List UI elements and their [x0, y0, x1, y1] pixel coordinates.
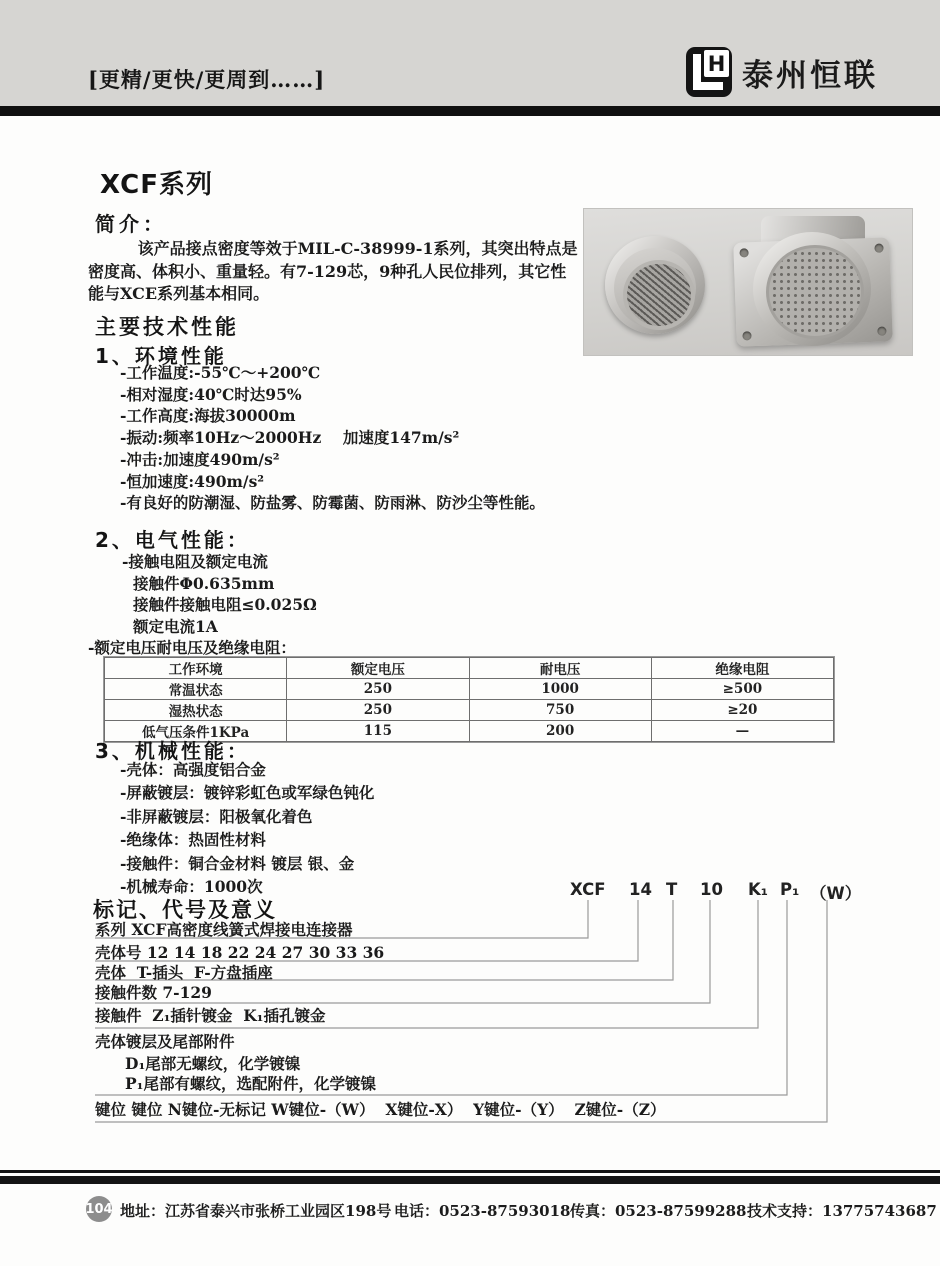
marking-key-row: 键位 键位 N键位-无标记 W键位-（W） X键位-X） Y键位-（Y） Z键位-（Z）: [95, 1100, 666, 1119]
code-contact-count: 10: [700, 880, 723, 899]
table-cell: 低气压条件1KPa: [105, 721, 287, 742]
elec-item: 额定电流1A: [133, 617, 218, 636]
col-header: 工作环境: [105, 658, 287, 679]
env-item: -有良好的防潮湿、防盐雾、防霉菌、防雨淋、防沙尘等性能。: [120, 493, 545, 513]
receptacle-contact-face: [766, 245, 864, 339]
voltage-spec-table: [104, 657, 834, 742]
intro-heading: 简介：: [95, 212, 167, 236]
top-divider-bar: [0, 106, 940, 116]
table-cell: 1000: [469, 679, 651, 700]
bottom-divider-thin: [0, 1170, 940, 1173]
env-item: -工作温度:-55℃～+200℃: [120, 363, 321, 382]
product-photo: [583, 208, 913, 356]
table-cell: 湿热状态: [105, 700, 287, 721]
marking-row-shell-type: 壳体 T-插头 F-方盘插座: [95, 963, 273, 982]
elec-item: 接触件接触电阻≤0.025Ω: [133, 595, 317, 614]
voltage-table-intro: -额定电压耐电压及绝缘电阻：: [88, 638, 296, 657]
col-header: 绝缘电阻: [651, 658, 833, 679]
elec-item: 接触件Φ0.635mm: [133, 574, 275, 593]
table-row: [105, 700, 834, 721]
flange-hole: [739, 248, 748, 257]
flange-hole: [742, 331, 751, 340]
marking-plating-title: 壳体镀层及尾部附件: [95, 1032, 235, 1051]
logo-l-shape: [693, 82, 723, 90]
table-cell: 200: [469, 721, 651, 742]
code-plating: P₁: [780, 880, 800, 899]
marking-row-series: 系列 XCF高密度线簧式焊接电连接器: [95, 920, 353, 939]
code-key-position: （W）: [810, 884, 862, 903]
env-item: -相对湿度:40℃时达95%: [120, 384, 302, 404]
mech-item: -绝缘体：热固性材料: [120, 830, 266, 850]
intro-paragraph: 该产品接点密度等效于MIL-C-38999-1系列，其突出特点是密度高、体积小、重量轻。有7-129芯，9种孔人民位排列，其它性能与XCE系列基本相同。: [88, 239, 578, 303]
marking-row-contact-count: 接触件数 7-129: [95, 983, 212, 1002]
footer-fax: 传真：0523-87599288: [570, 1202, 747, 1220]
flange-hole: [877, 326, 886, 335]
elec-item: -接触电阻及额定电流: [122, 552, 268, 571]
env-item: -振动:频率10Hz～2000Hz 加速度147m/s²: [120, 428, 460, 448]
table-cell: 250: [287, 679, 469, 700]
marking-plating-line: P₁尾部有螺纹，选配附件，化学镀镍: [125, 1074, 376, 1093]
marking-row-shell-number: 壳体号 12 14 18 22 24 27 30 33 36: [95, 943, 385, 962]
table-cell: ≥20: [651, 700, 833, 721]
mech-item: -机械寿命：1000次: [120, 877, 263, 897]
code-series: XCF: [570, 880, 606, 899]
col-header: 耐电压: [469, 658, 651, 679]
logo-h-letter: H: [704, 50, 729, 77]
marking-plating-line: D₁尾部无螺纹，化学镀镍: [125, 1054, 301, 1073]
mech-item: -接触件：铜合金材料 镀层 银、金: [120, 853, 355, 873]
code-contact-type: K₁: [748, 880, 769, 899]
table-cell: 250: [287, 700, 469, 721]
plug-contact-face: [623, 260, 695, 330]
elec-heading: 2、电气性能：: [95, 528, 250, 552]
env-item: -恒加速度:490m/s²: [120, 471, 265, 491]
table-cell: —: [651, 721, 833, 742]
env-list: [120, 362, 600, 514]
footer-support: 技术支持：13775743687: [747, 1202, 937, 1220]
connector-plug-image: [605, 236, 705, 334]
env-heading: 1、环境性能: [95, 344, 227, 368]
company-logo-icon: [686, 47, 732, 97]
brand-name: 泰州恒联: [742, 57, 878, 94]
mech-item: -屏蔽镀层：镀锌彩虹色或军绿色钝化: [120, 783, 375, 803]
marking-diagram: [0, 876, 940, 1166]
mech-item: -非屏蔽镀层：阳极氧化着色: [120, 806, 313, 826]
footer-address: 地址：江苏省泰兴市张桥工业园区198号: [120, 1202, 392, 1220]
mech-item: -壳体：高强度铝合金: [120, 760, 266, 779]
code-shell-number: 14: [629, 880, 652, 899]
header-band: [0, 0, 940, 106]
col-header: 额定电压: [287, 658, 469, 679]
table-cell: 115: [287, 721, 469, 742]
mech-heading: 3、机械性能：: [95, 739, 250, 763]
bottom-divider-thick: [0, 1176, 940, 1184]
tech-heading: 主要技术性能: [95, 315, 239, 339]
marking-row-contact-type: 接触件 Z₁插针镀金 K₁插孔镀金: [95, 1006, 326, 1025]
env-item: -冲击:加速度490m/s²: [120, 449, 280, 469]
table-header-row: [105, 658, 834, 679]
table-cell: 750: [469, 700, 651, 721]
page-number-badge: 104: [86, 1196, 112, 1222]
footer-phone: 电话：0523-87593018: [394, 1202, 571, 1220]
table-cell: 常温状态: [105, 679, 287, 700]
table-row: [105, 679, 834, 700]
code-shell-type: T: [666, 880, 678, 899]
page-title: XCF系列: [100, 170, 213, 200]
table-cell: ≥500: [651, 679, 833, 700]
header-slogan: [更精/更快/更周到……]: [88, 67, 326, 92]
company-brand: [686, 46, 878, 98]
flange-hole: [874, 244, 883, 253]
marking-heading: 标记、代号及意义: [93, 898, 277, 922]
connector-receptacle-image: [723, 214, 903, 350]
env-item: -工作高度:海拔30000m: [120, 406, 296, 426]
